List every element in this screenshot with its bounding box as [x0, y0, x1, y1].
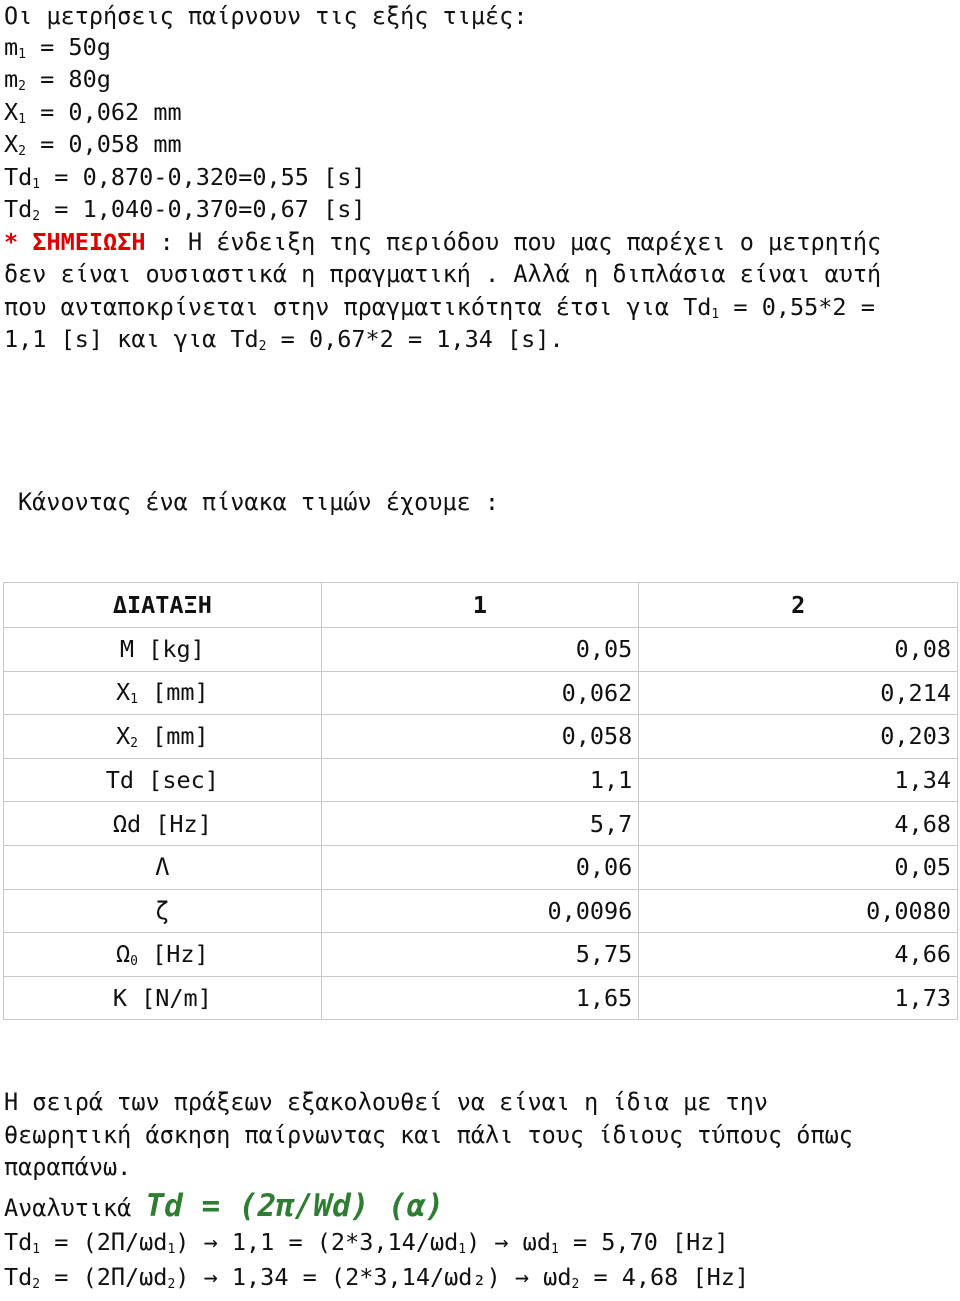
row-label — [4, 976, 322, 1020]
eq1-part-c: ) → 1,1 = (2*3,14/ωd — [175, 1228, 459, 1256]
table-intro: Κάνοντας ένα πίνακα τιμών έχουμε : — [18, 488, 500, 516]
row-label — [4, 758, 322, 802]
value-config-2: 0,08 — [639, 628, 958, 672]
values-table — [3, 582, 958, 1020]
value-config-2: 4,68 — [639, 802, 958, 846]
row-label-text: ζ — [155, 896, 170, 925]
outro-line-3: παραπάνω. — [4, 1153, 132, 1181]
row-label-subscript: 1 — [130, 692, 138, 708]
row-label-text: M [kg] — [119, 635, 205, 664]
value-config-2: 0,0080 — [639, 889, 958, 933]
value-config-1: 5,7 — [321, 802, 639, 846]
row-label-unit: [mm] — [137, 721, 209, 750]
td2-value: = 1,040-0,370=0,67 [s] — [40, 195, 366, 223]
table-row — [4, 628, 958, 672]
x2-symbol: X — [4, 130, 19, 158]
mass-2-subscript: 2 — [18, 79, 26, 94]
table-row — [4, 845, 958, 889]
row-label — [4, 889, 322, 933]
value-config-2: 4,66 — [639, 933, 958, 977]
row-label — [4, 933, 322, 977]
eq1-sub-c: 1 — [458, 1242, 467, 1257]
note-text-4-post: = 0,67*2 = 1,34 [s]. — [266, 325, 564, 353]
mass-2-symbol: m — [4, 65, 19, 93]
eq2-part-d: ) → ωd — [486, 1263, 572, 1291]
outro-line-1: Η σειρά των πράξεων εξακολουθεί να είναι η ίδια με την — [4, 1088, 769, 1116]
note-star: * — [4, 228, 19, 256]
row-label-subscript: 0 — [130, 953, 138, 969]
eq2-part-c: ) → 1,34 = (2*3,14/ωd — [175, 1263, 473, 1291]
value-config-1: 0,062 — [321, 671, 639, 715]
header-2: 2 — [639, 583, 958, 628]
note-label: ΣΗΜΕΙΩΣΗ — [32, 228, 146, 256]
row-label-text: Ω — [115, 939, 131, 968]
value-config-2: 1,73 — [639, 976, 958, 1020]
eq1-sub-b: 1 — [167, 1242, 176, 1257]
td1-symbol: Td — [4, 163, 33, 191]
row-label-text: K [N/m] — [112, 984, 212, 1013]
row-label — [4, 802, 322, 846]
td2-symbol: Td — [4, 195, 33, 223]
row-label — [4, 671, 322, 715]
mass-1-subscript: 1 — [18, 47, 26, 62]
note-text-4: 1,1 [s] και για Td — [4, 325, 259, 353]
analytic-label: Αναλυτικά — [4, 1194, 146, 1222]
table-row — [4, 976, 958, 1020]
value-config-2: 0,203 — [639, 715, 958, 759]
table-row — [4, 889, 958, 933]
table-row — [4, 715, 958, 759]
row-label-text: Λ — [155, 853, 170, 882]
header-1: 1 — [321, 583, 639, 628]
value-config-1: 0,06 — [321, 845, 639, 889]
period-formula: Td = (2π/Wd) (α) — [145, 1188, 445, 1224]
eq2-part-e: = 4,68 [Hz] — [579, 1263, 750, 1291]
row-label — [4, 628, 322, 672]
x1-symbol: X — [4, 98, 19, 126]
row-label — [4, 715, 322, 759]
eq1-part-b: = (2Π/ωd — [40, 1228, 168, 1256]
eq2-part-b: = (2Π/ωd — [40, 1263, 168, 1291]
note-text-3-post: = 0,55*2 = — [719, 293, 875, 321]
table-row — [4, 933, 958, 977]
note-line-4 — [4, 323, 564, 363]
eq1-part-e: = 5,70 [Hz] — [558, 1228, 729, 1256]
td1-value: = 0,870-0,320=0,55 [s] — [40, 163, 366, 191]
note-text-4-subscript: 2 — [258, 339, 267, 354]
header-diataxi: ΔΙΑΤΑΞΗ — [4, 583, 322, 628]
eq2-sub-a: 2 — [32, 1277, 41, 1292]
x2-subscript: 2 — [18, 144, 26, 159]
eq2-part-a: Td — [4, 1263, 33, 1291]
row-label — [4, 845, 322, 889]
eq1-part-d: ) → ωd — [466, 1228, 551, 1256]
row-label-unit: [mm] — [137, 678, 209, 707]
value-config-1: 1,65 — [321, 976, 639, 1020]
note-text-1: : Η ένδειξη της περιόδου που μας παρέχει ο μετρητής — [145, 228, 882, 256]
row-label-text: X — [115, 678, 131, 707]
row-label-text: X — [115, 721, 131, 750]
table-header-row — [4, 583, 958, 628]
value-config-1: 0,05 — [321, 628, 639, 672]
outro-line-2: θεωρητική άσκηση παίρνωντας και πάλι τους ίδιους τύπους όπως — [4, 1121, 853, 1149]
table-row — [4, 802, 958, 846]
eq1-sub-a: 1 — [32, 1242, 41, 1257]
mass-1-value: = 50g — [25, 33, 111, 61]
row-label-subscript: 2 — [130, 735, 138, 751]
intro-heading: Οι μετρήσεις παίρνουν τις εξής τιμές: — [4, 2, 528, 30]
value-config-1: 0,0096 — [321, 889, 639, 933]
eq2-sub-d: 2 — [571, 1277, 580, 1292]
value-config-1: 1,1 — [321, 758, 639, 802]
equation-1 — [4, 1226, 729, 1266]
equation-2 — [4, 1261, 749, 1301]
note-text-3-subscript: 1 — [711, 307, 720, 322]
td2-subscript: 2 — [32, 209, 41, 224]
note-line-2: δεν είναι ουσιαστικά η πραγματική . Αλλά η διπλάσια είναι αυτή — [4, 260, 882, 288]
note-line-1 — [4, 226, 881, 258]
table-row — [4, 758, 958, 802]
row-label-text: Ωd [Hz] — [112, 809, 212, 838]
row-label-text: Td [sec] — [105, 766, 219, 795]
eq2-sub-b: 2 — [167, 1277, 176, 1292]
x2-value: = 0,058 mm — [25, 130, 182, 158]
mass-2-value: = 80g — [25, 65, 111, 93]
value-config-1: 5,75 — [321, 933, 639, 977]
value-config-2: 0,214 — [639, 671, 958, 715]
note-text-3: που ανταποκρίνεται στην πραγματικότητα έτσι για Td — [4, 293, 712, 321]
eq1-part-a: Td — [4, 1228, 33, 1256]
td1-subscript: 1 — [32, 177, 41, 192]
analytic-line — [4, 1187, 444, 1227]
eq1-sub-d: 1 — [550, 1242, 559, 1257]
row-label-unit: [Hz] — [137, 939, 209, 968]
x1-subscript: 1 — [18, 112, 26, 127]
table-row — [4, 671, 958, 715]
x1-value: = 0,062 mm — [25, 98, 182, 126]
value-config-1: 0,058 — [321, 715, 639, 759]
value-config-2: 1,34 — [639, 758, 958, 802]
value-config-2: 0,05 — [639, 845, 958, 889]
mass-1-symbol: m — [4, 33, 19, 61]
eq2-sub-c: ₂ — [472, 1263, 487, 1291]
